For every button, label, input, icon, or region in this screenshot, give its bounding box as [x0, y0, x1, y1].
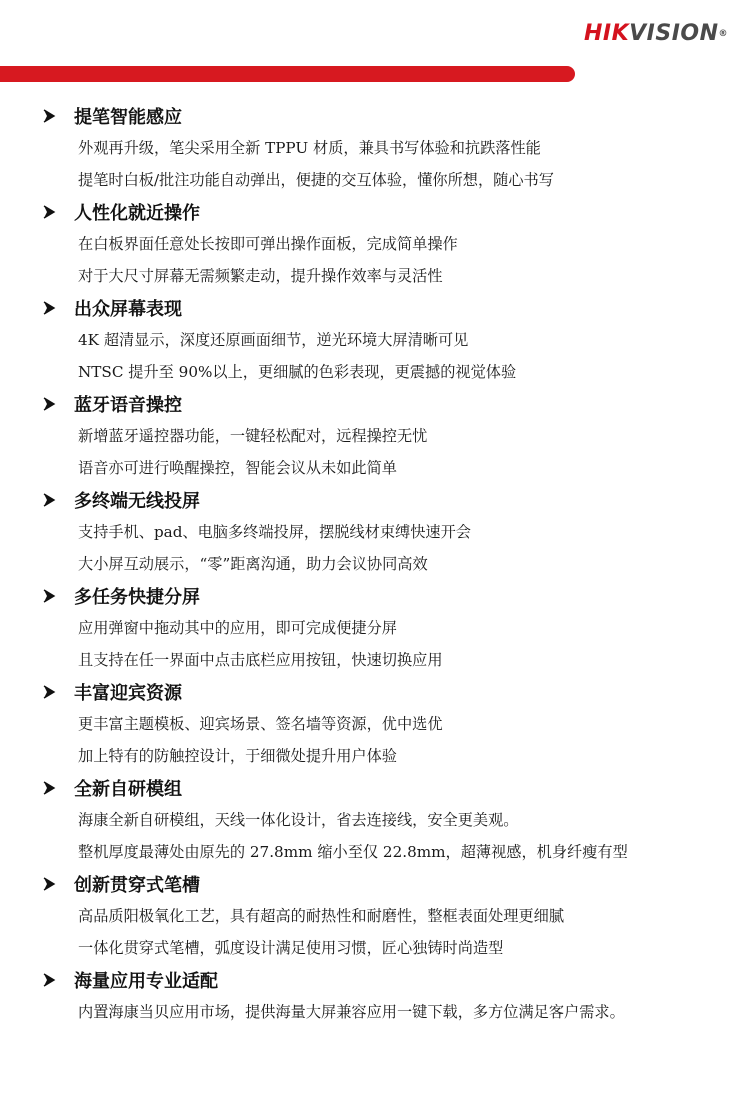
feature-title: 人性化就近操作	[74, 203, 200, 224]
feature-section	[0, 196, 750, 292]
feature-description-paragraph: 整机厚度最薄处由原先的 27.8mm 缩小至仅 22.8mm，超薄视感，机身纤瘦有型	[78, 843, 628, 861]
arrow-bullet-icon	[42, 301, 58, 315]
registered-mark: ®	[718, 29, 728, 39]
feature-title: 丰富迎宾资源	[74, 683, 182, 704]
feature-section	[0, 964, 750, 1028]
feature-section	[0, 484, 750, 580]
feature-description-line: 大小屏互动展示，“零”距离沟通，助力会议协同高效	[78, 555, 428, 573]
feature-heading	[42, 196, 750, 228]
feature-section	[0, 388, 750, 484]
hikvision-logo	[584, 20, 728, 48]
feature-section	[0, 100, 750, 196]
feature-description-line: NTSC 提升至 90%以上，更细腻的色彩表现，更震撼的视觉体验	[78, 363, 517, 381]
feature-heading	[42, 292, 750, 324]
feature-title: 出众屏幕表现	[74, 299, 182, 320]
arrow-bullet-icon	[42, 973, 58, 987]
arrow-bullet-icon	[42, 493, 58, 507]
feature-heading	[42, 580, 750, 612]
feature-section	[0, 580, 750, 676]
logo-text-red: HIK	[583, 21, 630, 46]
feature-title: 多任务快捷分屏	[74, 587, 200, 608]
arrow-bullet-icon	[42, 685, 58, 699]
arrow-bullet-icon	[42, 877, 58, 891]
feature-section	[0, 676, 750, 772]
arrow-bullet-icon	[42, 781, 58, 795]
feature-heading	[42, 484, 750, 516]
arrow-bullet-icon	[42, 589, 58, 603]
feature-description-line: 对于大尺寸屏幕无需频繁走动，提升操作效率与灵活性	[78, 267, 443, 285]
feature-heading	[42, 100, 750, 132]
feature-section	[0, 772, 750, 868]
arrow-bullet-icon	[42, 109, 58, 123]
feature-description-line: 新增蓝牙遥控器功能，一键轻松配对，远程操控无忧	[78, 427, 428, 445]
feature-heading	[42, 868, 750, 900]
feature-description-line: 外观再升级，笔尖采用全新 TPPU 材质，兼具书写体验和抗跌落性能	[78, 139, 541, 157]
feature-title: 海量应用专业适配	[74, 971, 218, 992]
arrow-bullet-icon	[42, 397, 58, 411]
feature-description-paragraph: 内置海康当贝应用市场，提供海量大屏兼容应用一键下载，多方位满足客户需求。	[78, 1003, 625, 1021]
feature-section	[0, 292, 750, 388]
feature-description-line: 高品质阳极氧化工艺，具有超高的耐热性和耐磨性，整框表面处理更细腻	[78, 907, 564, 925]
feature-description-line: 海康全新自研模组，天线一体化设计，省去连接线，安全更美观。	[78, 811, 519, 829]
feature-description-line: 在白板界面任意处长按即可弹出操作面板，完成简单操作	[78, 235, 458, 253]
feature-description-line: 4K 超清显示，深度还原画面细节，逆光环境大屏清晰可见	[78, 331, 469, 349]
feature-description-line: 且支持在任一界面中点击底栏应用按钮，快速切换应用	[78, 651, 443, 669]
feature-list	[0, 100, 750, 1028]
feature-description-line: 一体化贯穿式笔槽，弧度设计满足使用习惯，匠心独铸时尚造型	[78, 939, 504, 957]
feature-description-line: 应用弹窗中拖动其中的应用，即可完成便捷分屏	[78, 619, 397, 637]
feature-title: 蓝牙语音操控	[74, 395, 182, 416]
feature-description-line: 提笔时白板/批注功能自动弹出，便捷的交互体验，懂你所想，随心书写	[78, 171, 554, 189]
feature-heading	[42, 772, 750, 804]
logo-text-gray: VISION	[629, 21, 719, 46]
feature-description-line: 支持手机、pad、电脑多终端投屏，摆脱线材束缚快速开会	[78, 523, 471, 541]
feature-title: 多终端无线投屏	[74, 491, 200, 512]
feature-description-line: 更丰富主题模板、迎宾场景、签名墙等资源，优中选优	[78, 715, 443, 733]
feature-description-line: 语音亦可进行唤醒操控，智能会议从未如此简单	[78, 459, 397, 477]
feature-title: 全新自研模组	[74, 779, 182, 800]
feature-heading	[42, 676, 750, 708]
feature-title: 提笔智能感应	[74, 107, 182, 128]
feature-title: 创新贯穿式笔槽	[74, 875, 200, 896]
feature-heading	[42, 388, 750, 420]
feature-description-line: 加上特有的防触控设计，于细微处提升用户体验	[78, 747, 397, 765]
feature-section	[0, 868, 750, 964]
header-red-bar	[0, 66, 575, 82]
arrow-bullet-icon	[42, 205, 58, 219]
feature-heading	[42, 964, 750, 996]
